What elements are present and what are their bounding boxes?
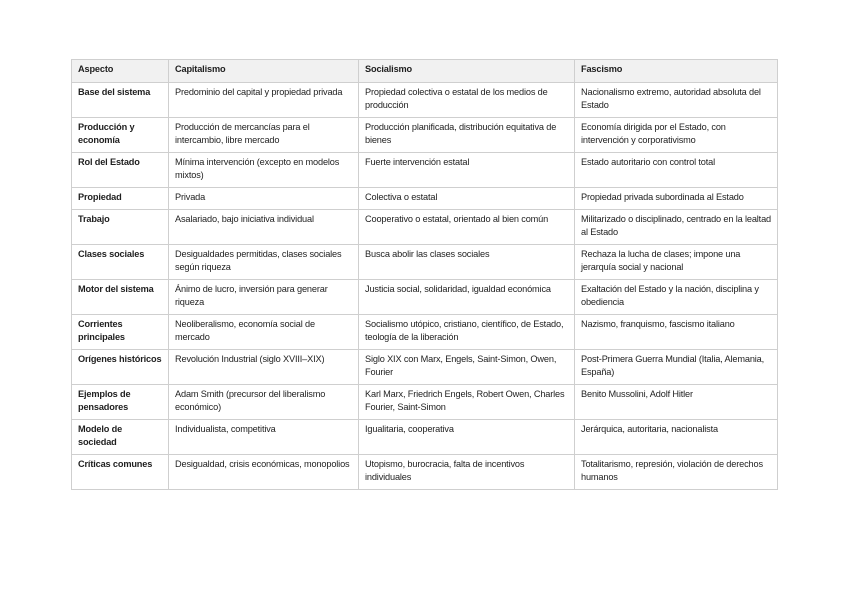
cell-socialismo: Utopismo, burocracia, falta de incentivos individuales — [359, 455, 575, 490]
cell-capitalismo: Desigualdades permitidas, clases sociales según riqueza — [169, 245, 359, 280]
cell-fascismo: Benito Mussolini, Adolf Hitler — [575, 385, 778, 420]
cell-socialismo: Producción planificada, distribución equitativa de bienes — [359, 118, 575, 153]
cell-socialismo: Cooperativo o estatal, orientado al bien común — [359, 210, 575, 245]
header-socialismo: Socialismo — [359, 60, 575, 83]
cell-socialismo: Socialismo utópico, cristiano, científico, de Estado, teología de la liberación — [359, 315, 575, 350]
table-row — [72, 210, 778, 245]
table-row — [72, 420, 778, 455]
row-aspect: Base del sistema — [72, 83, 169, 118]
cell-capitalismo: Individualista, competitiva — [169, 420, 359, 455]
cell-socialismo: Propiedad colectiva o estatal de los medios de producción — [359, 83, 575, 118]
cell-fascismo: Totalitarismo, represión, violación de derechos humanos — [575, 455, 778, 490]
table-row — [72, 153, 778, 188]
cell-socialismo: Igualitaria, cooperativa — [359, 420, 575, 455]
table-row — [72, 188, 778, 210]
table-row — [72, 83, 778, 118]
cell-fascismo: Estado autoritario con control total — [575, 153, 778, 188]
cell-capitalismo: Producción de mercancías para el intercambio, libre mercado — [169, 118, 359, 153]
row-aspect: Motor del sistema — [72, 280, 169, 315]
row-aspect: Corrientes principales — [72, 315, 169, 350]
table-header — [72, 60, 778, 83]
cell-capitalismo: Asalariado, bajo iniciativa individual — [169, 210, 359, 245]
cell-fascismo: Nazismo, franquismo, fascismo italiano — [575, 315, 778, 350]
cell-capitalismo: Desigualdad, crisis económicas, monopolios — [169, 455, 359, 490]
cell-fascismo: Exaltación del Estado y la nación, disciplina y obediencia — [575, 280, 778, 315]
table-row — [72, 455, 778, 490]
cell-capitalismo: Mínima intervención (excepto en modelos mixtos) — [169, 153, 359, 188]
header-capitalismo: Capitalismo — [169, 60, 359, 83]
cell-socialismo: Siglo XIX con Marx, Engels, Saint-Simon, Owen, Fourier — [359, 350, 575, 385]
cell-fascismo: Rechaza la lucha de clases; impone una jerarquía social y nacional — [575, 245, 778, 280]
cell-fascismo: Nacionalismo extremo, autoridad absoluta del Estado — [575, 83, 778, 118]
row-aspect: Críticas comunes — [72, 455, 169, 490]
header-fascismo: Fascismo — [575, 60, 778, 83]
row-aspect: Ejemplos de pensadores — [72, 385, 169, 420]
table-row — [72, 280, 778, 315]
row-aspect: Orígenes históricos — [72, 350, 169, 385]
row-aspect: Propiedad — [72, 188, 169, 210]
cell-capitalismo: Privada — [169, 188, 359, 210]
row-aspect: Clases sociales — [72, 245, 169, 280]
cell-capitalismo: Revolución Industrial (siglo XVIII–XIX) — [169, 350, 359, 385]
cell-capitalismo: Ánimo de lucro, inversión para generar riqueza — [169, 280, 359, 315]
table-row — [72, 385, 778, 420]
row-aspect: Rol del Estado — [72, 153, 169, 188]
cell-fascismo: Jerárquica, autoritaria, nacionalista — [575, 420, 778, 455]
cell-socialismo: Justicia social, solidaridad, igualdad económica — [359, 280, 575, 315]
cell-socialismo: Fuerte intervención estatal — [359, 153, 575, 188]
table-body — [72, 83, 778, 490]
cell-socialismo: Colectiva o estatal — [359, 188, 575, 210]
table-row — [72, 118, 778, 153]
cell-fascismo: Post-Primera Guerra Mundial (Italia, Alemania, España) — [575, 350, 778, 385]
cell-capitalismo: Neoliberalismo, economía social de mercado — [169, 315, 359, 350]
row-aspect: Trabajo — [72, 210, 169, 245]
cell-capitalismo: Predominio del capital y propiedad privada — [169, 83, 359, 118]
table-row — [72, 350, 778, 385]
comparison-table — [71, 59, 778, 490]
header-row — [72, 60, 778, 83]
cell-fascismo: Economía dirigida por el Estado, con intervención y corporativismo — [575, 118, 778, 153]
row-aspect: Modelo de sociedad — [72, 420, 169, 455]
cell-socialismo: Busca abolir las clases sociales — [359, 245, 575, 280]
header-aspecto: Aspecto — [72, 60, 169, 83]
table-row — [72, 315, 778, 350]
cell-fascismo: Militarizado o disciplinado, centrado en la lealtad al Estado — [575, 210, 778, 245]
cell-socialismo: Karl Marx, Friedrich Engels, Robert Owen, Charles Fourier, Saint-Simon — [359, 385, 575, 420]
cell-fascismo: Propiedad privada subordinada al Estado — [575, 188, 778, 210]
cell-capitalismo: Adam Smith (precursor del liberalismo económico) — [169, 385, 359, 420]
table-row — [72, 245, 778, 280]
row-aspect: Producción y economía — [72, 118, 169, 153]
